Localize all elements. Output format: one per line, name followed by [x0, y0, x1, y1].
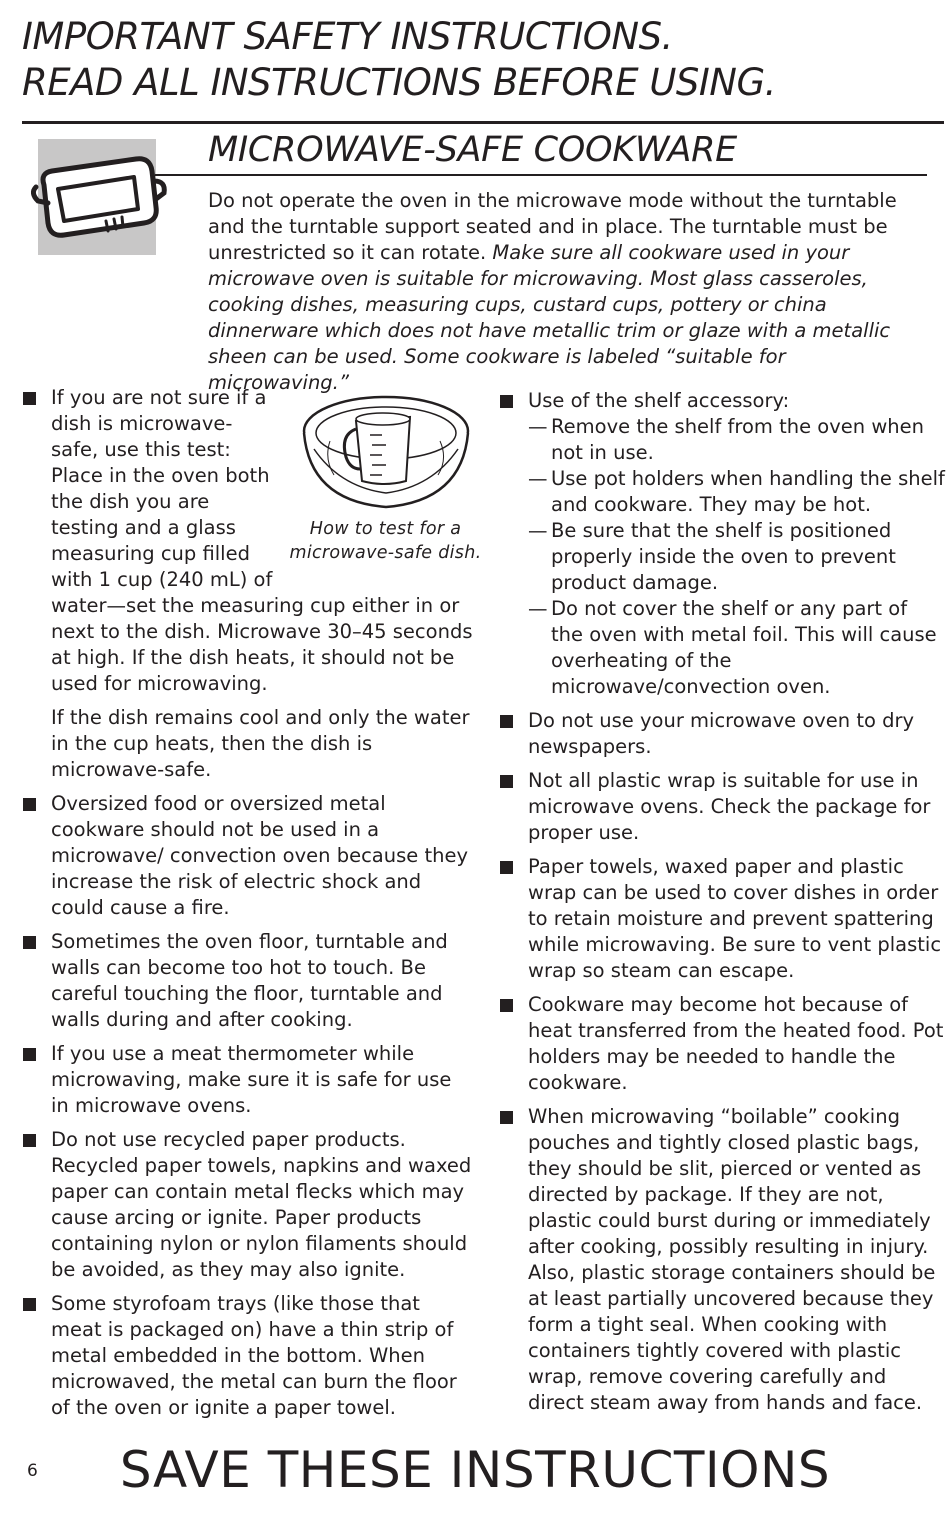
- figure-caption: [283, 517, 488, 565]
- page-header-title: [22, 14, 776, 106]
- item-text: Cookware may become hot because of heat transferred from the heated food. Pot holders may be needed to handle the cookware.: [528, 993, 944, 1094]
- square-bullet-icon: [500, 775, 513, 788]
- item-text: Paper towels, waxed paper and plastic wrap can be used to cover dishes in order to retain moisture and prevent spattering while microwaving. Be sure to vent plastic wrap so steam can escape.: [528, 855, 942, 982]
- list-item: [22, 1041, 474, 1119]
- square-bullet-icon: [23, 392, 36, 405]
- section-rule: [155, 174, 927, 176]
- list-item: [22, 791, 474, 921]
- square-bullet-icon: [500, 999, 513, 1012]
- caption-line-2: microwave-safe dish.: [289, 543, 482, 563]
- header-rule: [22, 121, 944, 124]
- intro-paragraph: [208, 188, 928, 396]
- square-bullet-icon: [23, 1134, 36, 1147]
- list-item: [499, 854, 945, 984]
- dash-marker: —: [528, 467, 548, 490]
- header-line-1: IMPORTANT SAFETY INSTRUCTIONS.: [22, 15, 673, 58]
- item-text: Not all plastic wrap is suitable for use in microwave ovens. Check the package for proper use.: [528, 769, 931, 844]
- left-column: [22, 385, 482, 1429]
- list-item: [22, 1127, 474, 1283]
- list-item: [499, 388, 945, 700]
- square-bullet-icon: [500, 395, 513, 408]
- caption-line-1: How to test for a: [309, 519, 462, 539]
- cookware-dish-icon-graphic: [28, 137, 168, 257]
- cookware-dish-icon: [38, 139, 156, 255]
- figure: [283, 389, 488, 565]
- dash-marker: —: [528, 519, 548, 542]
- shelf-dash-list: [528, 414, 945, 700]
- item-text: Use of the shelf accessory:: [528, 389, 790, 412]
- list-item: [499, 992, 945, 1096]
- dash-item-text: Remove the shelf from the oven when not in use.: [551, 415, 924, 464]
- item-text-secondary: If the dish remains cool and only the water in the cup heats, then the dish is microwave-safe.: [51, 706, 470, 781]
- dash-item: [528, 466, 945, 518]
- header-line-2: READ ALL INSTRUCTIONS BEFORE USING.: [22, 61, 776, 104]
- item-text: Oversized food or oversized metal cookware should not be used in a microwave/ convection oven because they increase the risk of electric shock and could cause a fire.: [51, 792, 469, 919]
- save-instructions-footer: SAVE THESE INSTRUCTIONS: [119, 1441, 831, 1499]
- dash-item-text: Do not cover the shelf or any part of the oven with metal foil. This will cause overheating of the microwave/convection oven.: [551, 597, 937, 698]
- list-item: [499, 1104, 945, 1416]
- list-item: [499, 768, 945, 846]
- list-item: [22, 929, 474, 1033]
- item-text: Do not use your microwave oven to dry newspapers.: [528, 709, 915, 758]
- dash-item-text: Use pot holders when handling the shelf and cookware. They may be hot.: [551, 467, 945, 516]
- measuring-cup-in-bowl-icon: [300, 389, 472, 511]
- square-bullet-icon: [23, 936, 36, 949]
- dash-item: [528, 596, 945, 700]
- right-column: [499, 388, 945, 1424]
- dash-item: [528, 414, 945, 466]
- intro-plain-text: Do not operate the oven in the microwave mode without the turntable and the turntable support seated and in place. The turntable must be unrestricted so it can rotate.: [208, 189, 897, 264]
- item-text: Sometimes the oven floor, turntable and walls can become too hot to touch. Be careful touching the floor, turntable and walls during and after cooking.: [51, 930, 448, 1031]
- item-text: If you use a meat thermometer while microwaving, make sure it is safe for use in microwave ovens.: [51, 1042, 452, 1117]
- list-item: [22, 1291, 474, 1421]
- square-bullet-icon: [500, 861, 513, 874]
- list-item: [22, 385, 482, 783]
- page-number: 6: [27, 1461, 38, 1481]
- item-text: Do not use recycled paper products. Recycled paper towels, napkins and waxed paper can contain metal flecks which may cause arcing or ignite. Paper products containing nylon or nylon filaments should be avoided, as they may also ignite.: [51, 1128, 472, 1281]
- square-bullet-icon: [23, 1298, 36, 1311]
- list-item: [499, 708, 945, 760]
- square-bullet-icon: [500, 1111, 513, 1124]
- dash-marker: —: [528, 597, 548, 620]
- dash-item: [528, 518, 945, 596]
- item-text: Some styrofoam trays (like those that meat is packaged on) have a thin strip of metal embedded in the bottom. When microwaved, the metal can burn the floor of the oven or ignite a paper towel.: [51, 1292, 457, 1419]
- square-bullet-icon: [23, 798, 36, 811]
- dash-marker: —: [528, 415, 548, 438]
- item-text: When microwaving “boilable” cooking pouches and tightly closed plastic bags, they should be slit, pierced or vented as directed by package. If they are not, plastic could burst during or immediately after cooking, possibly resulting in injury. Also, plastic storage containers should be at least partially uncovered because they form a tight seal. When cooking with containers tightly covered with plastic wrap, remove covering carefully and direct steam away from hands and face.: [528, 1105, 936, 1414]
- dash-item-text: Be sure that the shelf is positioned properly inside the oven to prevent product damage.: [551, 519, 896, 594]
- square-bullet-icon: [500, 715, 513, 728]
- item-text: If you are not sure if a dish is microwave-safe, use this test: Place in the oven both the dish you are testing and a glass measuring cup filled with 1 cup (240 mL) of water—set the measuring cup either in or next to the dish. Microwave 30–45 seconds at high. If the dish heats, it should not be used for microwaving.: [51, 386, 473, 695]
- square-bullet-icon: [23, 1048, 36, 1061]
- section-title: MICROWAVE-SAFE COOKWARE: [208, 130, 737, 170]
- intro-italic-text: Make sure all cookware used in your microwave oven is suitable for microwaving. Most glass casseroles, cooking dishes, measuring cups, custard cups, pottery or china dinnerware which does not have metallic trim or glaze with a metallic sheen can be used. Some cookware is labeled “suitable for microwaving.”: [208, 241, 891, 394]
